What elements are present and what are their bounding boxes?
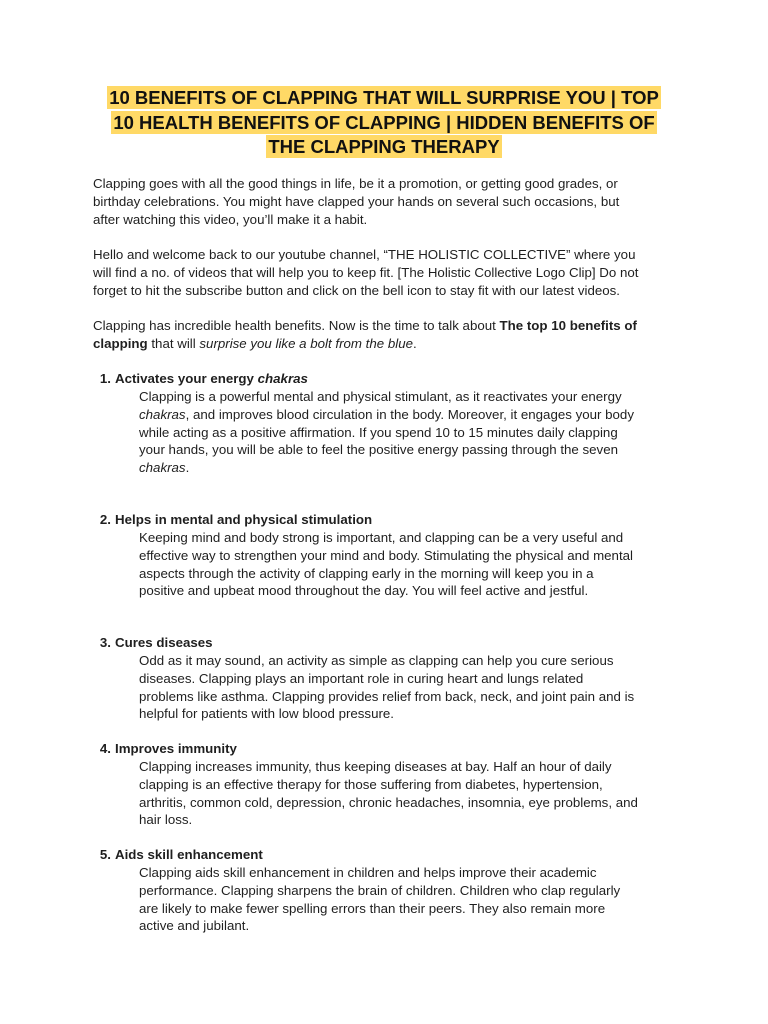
intro-paragraph-2: Hello and welcome back to our youtube channel, “THE HOLISTIC COLLECTIVE” where you will find a no. of videos that will help you to keep fit. [The Holistic Collective Logo Clip] Do not forget to hit the subscribe button and click on the bell icon to stay fit with our latest videos. — [93, 247, 639, 298]
list-item-3-body: Odd as it may sound, an activity as simple as clapping can help you cure serious diseases. Clapping plays an important role in curing heart and lungs related problems like asthma. Clapping provides relief from back, neck, and joint pain and is helpful for patients with low blood pressure. — [139, 653, 635, 722]
list-number: 2. — [99, 512, 111, 527]
list-item-4-body: Clapping increases immunity, thus keeping diseases at bay. Half an hour of daily clapping is an effective therapy for those suffering from diabetes, hypertension, arthritis, common cold, depression, chronic headaches, insomnia, eye problems, and hair loss. — [139, 759, 638, 828]
list-item-4-title: 4. Improves immunity — [115, 740, 237, 758]
intro-paragraph-3: Clapping has incredible health benefits. Now is the time to talk about The top 10 benefits of clapping that will surprise you like a bolt from the blue. — [93, 318, 637, 351]
list-number: 4. — [99, 741, 111, 756]
title-line-1: 10 BENEFITS OF CLAPPING THAT WILL SURPRISE YOU | TOP — [109, 87, 659, 108]
list-item-5-title: 5. Aids skill enhancement — [115, 846, 263, 864]
list-number: 3. — [99, 635, 111, 650]
document-title — [60, 86, 708, 160]
list-item-1-body: Clapping is a powerful mental and physical stimulant, as it reactivates your energy chakras, and improves blood circulation in the body. Moreover, it engages your body while acting as a positive affirmation. If you spend 10 to 15 minutes daily clapping your hands, you will be able to feel the positive energy passing through the seven chakras. — [139, 389, 634, 476]
list-item-1-title: 1. Activates your energy chakras — [115, 370, 308, 388]
title-line-3: THE CLAPPING THERAPY — [268, 136, 500, 157]
title-line-2: 10 HEALTH BENEFITS OF CLAPPING | HIDDEN BENEFITS OF — [113, 111, 655, 133]
list-item-3-title: 3. Cures diseases — [115, 634, 213, 652]
list-item-5-body: Clapping aids skill enhancement in children and helps improve their academic performance. Clapping sharpens the brain of children. Children who clap regularly are likely to make fewer spelling errors than their peers. They also remain more active and jubilant. — [139, 865, 621, 934]
list-item-2-title: 2. Helps in mental and physical stimulation — [115, 511, 372, 529]
list-number: 1. — [99, 371, 111, 386]
intro-paragraph-1: Clapping goes with all the good things in life, be it a promotion, or getting good grades, or birthday celebrations. You might have clapped your hands on several such occasions, but after watching this video, you’ll make it a habit. — [93, 176, 620, 227]
list-item-2-body: Keeping mind and body strong is important, and clapping can be a very useful and effective way to strengthen your mind and body. Stimulating the physical and mental aspects through the activity of clapping early in the morning will keep you in a positive and upbeat mood throughout the day. You will feel active and jestful. — [139, 530, 633, 599]
list-number: 5. — [99, 847, 111, 862]
